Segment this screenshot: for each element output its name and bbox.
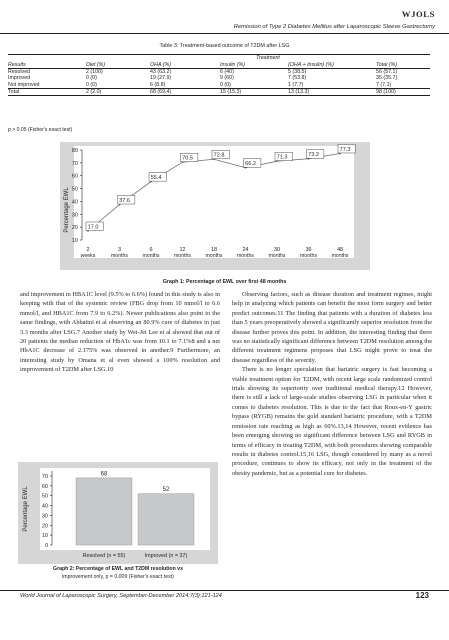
chart1-data-label: 70.5: [182, 155, 193, 162]
chart2-y-tick-label: 70: [41, 473, 48, 480]
table-cell: 15 (15.3): [220, 89, 242, 96]
table-cell: 0 (0): [220, 81, 231, 88]
table-cell: 68 (69.4): [150, 89, 172, 96]
table-cell: 7 (7.1): [376, 81, 392, 88]
chart1-data-label: 73.2: [308, 152, 319, 159]
chart1-x-tick-label: 2: [86, 247, 90, 253]
page-number: 123: [415, 591, 429, 600]
ewl-bar-chart: [18, 462, 218, 564]
table-cell: 56 (57.1): [376, 68, 398, 75]
table-cell: 0 (0): [86, 81, 97, 88]
chart2-x-tick-label: Resolved (n = 55): [82, 553, 126, 559]
chart1-x-tick-unit: months: [142, 253, 160, 259]
col-header: (OHA + Insulin) (%): [288, 61, 334, 68]
chart1-x-tick-label: 6: [149, 247, 153, 253]
ewl-line-chart: [0, 136, 449, 276]
table-cell: 5 (38.5): [288, 68, 307, 75]
outcome-table: [8, 54, 430, 96]
chart1-y-tick-label: 50: [71, 186, 78, 193]
table-cell: Improved: [8, 75, 31, 82]
col-header: Total (%): [376, 61, 397, 68]
chart1-x-tick-unit: months: [110, 253, 129, 259]
chart1-x-tick-label: 24: [242, 247, 249, 253]
table-cell: Not improved: [8, 81, 40, 88]
table-group-header-row: [8, 55, 430, 62]
table-footnote: p > 0.05 (Fisher's exact test): [8, 127, 73, 133]
table-cell: 43 (63.2): [150, 68, 172, 75]
table-cell: 0 (0): [86, 75, 97, 82]
table-header-row: [8, 61, 430, 68]
chart1-x-tick-unit: months: [205, 253, 223, 259]
footer-rule: [0, 590, 449, 591]
chart1-data-label: 66.2: [245, 161, 256, 168]
graph2-caption-line: improvement only, p = 0.009 (Fisher's exact test): [62, 574, 174, 580]
body-paragraph: Observing factors, such as disease duration and treatment regimes, might help in analyzing which patients can benefit the most form surgery and better predict outcomes.11 The finding that patients with a duration of diabetes less than 5 years preoperatively showed a significantly superior resolution from the disease further proves this point. In addition, the interesting finding that there was no statistically significant difference between T2DM resolution among the different treatment regimens proposes that LSG might prove to treat the disease regardless of the severity.: [232, 291, 432, 364]
table-cell: Resolved: [8, 68, 31, 75]
chart1-y-axis-label: Percentage EWL: [64, 187, 70, 233]
chart1-y-tick-label: 10: [71, 238, 78, 244]
chart1-x-tick-label: 3: [117, 247, 122, 253]
chart2-y-tick-label: 0: [44, 543, 48, 549]
chart1-x-tick-unit: weeks: [80, 253, 96, 259]
table-cell: Total: [8, 89, 20, 96]
chart2-bar: [76, 478, 132, 545]
chart1-y-tick-label: 60: [71, 173, 78, 180]
header-rule: [0, 33, 449, 34]
journal-name: WJOLS: [401, 9, 435, 19]
running-title: Remission of Type 2 Diabetes Mellitus after Laparoscopic Sleeve Gastrectomy: [233, 24, 435, 30]
table-total-row: [8, 88, 430, 95]
chart2-y-tick-label: 60: [41, 483, 48, 490]
chart2-data-label: 68: [100, 471, 108, 478]
table-cell: 2 (2.0): [86, 89, 102, 96]
col-header: Diet (%): [86, 61, 106, 68]
chart1-y-tick-label: 20: [71, 225, 78, 232]
body-paragraph: There is no longer speculation that bariatric surgery is fast becoming a viable treatment option for T2DM, with recent large scale randomized control trials showing its superiority over traditional medical therapy.12 However, there is still a lack of large-scale studies observing LSG in particular when it comes to diabetes resolution. This is due to the fact that Roux-en-Y gastric bypass (RYGB) remains the gold standard bariatric procedure, with a T2DM remission rate reaching as high as 60%.13,14 However, recent evidence has been emerging showing no significant difference between LSG and RYGB in terms of efficacy in treating T2DM, with both procedures showing comparable results in diabetes control.15,16 LSG, though considered by many as a novel procedure, continues to show its efficacy, not only in the treatment of the obesity pandemic, but as a potential cure for diabetes.: [232, 366, 432, 477]
chart2-y-tick-label: 20: [41, 523, 48, 530]
table-cell: 13 (13.3): [288, 89, 310, 96]
body-right-column: [232, 290, 432, 478]
chart1-y-tick-label: 30: [71, 212, 78, 219]
chart1-plot-area: [71, 146, 354, 258]
chart1-x-tick-label: 36: [305, 247, 312, 253]
chart2-y-tick-label: 30: [41, 513, 48, 520]
table-cell: 35 (35.7): [376, 75, 398, 82]
chart2-y-tick-label: 40: [41, 503, 48, 510]
chart1-x-tick-unit: months: [331, 253, 349, 259]
table-cell: 2 (100): [86, 68, 103, 75]
chart1-x-tick-unit: months: [299, 253, 318, 259]
table-row: [8, 68, 430, 75]
chart1-x-tick-label: 48: [336, 247, 344, 253]
col-header: OHA (%): [150, 61, 171, 68]
chart1-x-tick-unit: months: [268, 253, 286, 259]
chart1-data-label: 77.3: [339, 146, 351, 153]
col-header: Insulin (%): [220, 61, 246, 68]
chart2-data-label: 52: [162, 487, 170, 494]
table-cell: 19 (27.9): [150, 75, 172, 82]
chart1-y-tick-label: 80: [71, 148, 78, 154]
table-cell: 1 (7.7): [288, 81, 304, 88]
graph2-caption: [28, 565, 208, 581]
table-row: [8, 82, 430, 89]
chart1-x-tick-label: 18: [210, 247, 218, 253]
table-cell: 6 (8.8): [150, 81, 166, 88]
chart2-x-tick-label: Improved (n = 37): [144, 553, 188, 559]
chart1-x-tick-unit: months: [236, 253, 255, 259]
col-header: Results: [8, 61, 26, 68]
table-cell: 6 (40): [220, 68, 234, 75]
chart2-y-axis-label: Percentage EWL: [23, 486, 29, 532]
chart2-y-tick-label: 10: [41, 533, 48, 540]
graph1-caption-text: Graph 1: Percentage of EWL over first 48 months: [162, 279, 287, 285]
chart1-y-tick-label: 70: [71, 160, 78, 167]
graph1-caption: [0, 279, 449, 285]
chart1-x-tick-label: 12: [179, 247, 186, 253]
table-title: Table 3: Treatment-based outcome of T2DM after LSG: [159, 43, 290, 49]
chart1-data-label: 37.6: [119, 197, 130, 204]
body-left-column: [20, 290, 220, 375]
chart1-data-label: 71.3: [276, 154, 288, 161]
table-group-header: Treatment: [256, 55, 280, 62]
table-cell: 7 (53.8): [288, 75, 307, 82]
chart2-y-tick-label: 50: [41, 493, 48, 500]
chart1-data-label: 55.4: [150, 175, 162, 182]
chart1-x-tick-unit: months: [173, 253, 192, 259]
graph2-caption-line: Graph 2: Percentage of EWL and T2DM resolution vs: [53, 566, 183, 572]
table-cell: 98 (100): [376, 89, 396, 96]
chart1-data-label: 17.0: [87, 224, 99, 231]
chart1-data-label: 72.8: [213, 152, 225, 159]
footer-journal-issue: World Journal of Laparoscopic Surgery, September-December 2014;7(3):121-124: [20, 593, 222, 599]
chart1-x-tick-label: 30: [273, 247, 281, 253]
body-paragraph: and improvement in HBA1C level (9.5% to 6.6%) found in this study is also in keeping with that of the systemic review (FBG drop from 10 mmol/l to 6.6 mmol/l, and HBA1C from 7.9 to 6.2%). Newer publications also point to the same findings, with Abbatini et al observing an 80.9% cure of diabetes in just 3.3 months after LSG.7 Another study by Wei-Jei Lee et al showed that out of 20 patients the median reduction of HbA1c was from 10.1 to 7.1%8 and a net HbA1C decrease of 2.175% was observed in another.9 Furthermore, an interesting study by Omana et al even showed a 100% resolution and improvement of T2DM after LSG.10: [20, 291, 220, 374]
table-cell: 9 (60): [220, 75, 234, 82]
chart1-y-tick-label: 40: [71, 199, 78, 206]
chart2-bar: [138, 494, 194, 545]
